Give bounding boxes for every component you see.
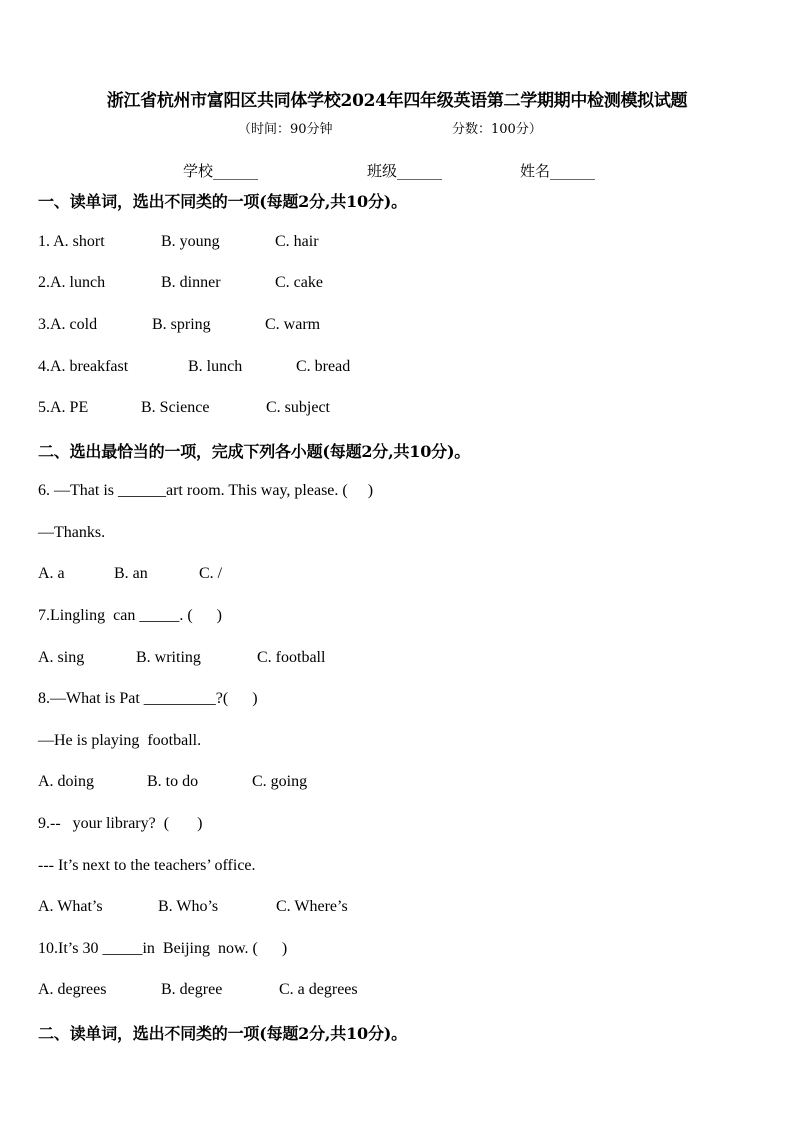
question-6-reply: —Thanks. xyxy=(38,524,106,541)
question-9-reply: --- It’s next to the teachers’ office. xyxy=(38,857,256,874)
question-8: 8.—What is Pat _________?( ) xyxy=(38,690,258,707)
option-a: A. doing xyxy=(38,773,94,790)
question-row xyxy=(38,358,738,380)
option-b: B. to do xyxy=(147,773,199,790)
option-a: 1. A. short xyxy=(38,233,105,250)
option-c: C. / xyxy=(199,565,223,582)
question-8-reply: —He is playing football. xyxy=(38,732,202,749)
option-c: C. Where’s xyxy=(276,898,348,915)
option-a: 2.A. lunch xyxy=(38,274,106,291)
option-a: A. sing xyxy=(38,649,85,666)
option-a: A. What’s xyxy=(38,898,103,915)
name-field: 姓名______ xyxy=(520,162,596,180)
option-c: C. subject xyxy=(266,399,330,416)
option-c: C. warm xyxy=(265,316,321,333)
option-c: C. going xyxy=(252,773,308,790)
student-info-line xyxy=(0,160,794,180)
question-10: 10.It’s 30 _____in Beijing now. ( ) xyxy=(38,940,288,957)
option-c: C. football xyxy=(257,649,326,666)
question-row xyxy=(38,399,738,421)
class-field: 班级______ xyxy=(367,162,443,180)
option-c: C. bread xyxy=(296,358,351,375)
question-row xyxy=(38,316,738,338)
page-title: 浙江省杭州市富阳区共同体学校2024年四年级英语第二学期期中检测模拟试题 xyxy=(106,91,688,111)
option-b: B. young xyxy=(161,233,220,250)
question-9: 9.-- your library? ( ) xyxy=(38,815,203,832)
question-7-options xyxy=(38,649,738,671)
time-limit: （时间：90分钟 xyxy=(238,122,333,137)
option-a: 5.A. PE xyxy=(38,399,89,416)
question-row xyxy=(38,274,738,296)
option-b: B. Science xyxy=(141,399,210,416)
section-1-heading: 一、读单词，选出不同类的一项(每题2分,共10分)。 xyxy=(38,192,407,211)
question-8-options xyxy=(38,773,738,795)
option-b: B. spring xyxy=(152,316,211,333)
question-10-options xyxy=(38,981,738,1003)
option-b: B. writing xyxy=(136,649,201,666)
section-3-heading: 二、读单词，选出不同类的一项(每题2分,共10分)。 xyxy=(38,1024,407,1043)
option-a: 3.A. cold xyxy=(38,316,98,333)
exam-meta xyxy=(0,118,794,136)
question-9-options xyxy=(38,898,738,920)
option-a: A. a xyxy=(38,565,65,582)
option-c: C. cake xyxy=(275,274,323,291)
school-field: 学校______ xyxy=(183,162,259,180)
total-score: 分数：100分） xyxy=(452,122,542,137)
question-row xyxy=(38,233,738,255)
option-a: A. degrees xyxy=(38,981,107,998)
option-b: B. dinner xyxy=(161,274,221,291)
option-c: C. hair xyxy=(275,233,319,250)
option-b: B. Who’s xyxy=(158,898,219,915)
option-b: B. degree xyxy=(161,981,223,998)
option-b: B. an xyxy=(114,565,148,582)
option-b: B. lunch xyxy=(188,358,243,375)
section-2-heading: 二、选出最恰当的一项，完成下列各小题(每题2分,共10分)。 xyxy=(38,442,471,461)
option-a: 4.A. breakfast xyxy=(38,358,129,375)
question-7: 7.Lingling can _____. ( ) xyxy=(38,607,222,624)
question-6: 6. —That is ______art room. This way, please. ( ) xyxy=(38,482,374,499)
question-6-options xyxy=(38,565,738,587)
option-c: C. a degrees xyxy=(279,981,358,998)
